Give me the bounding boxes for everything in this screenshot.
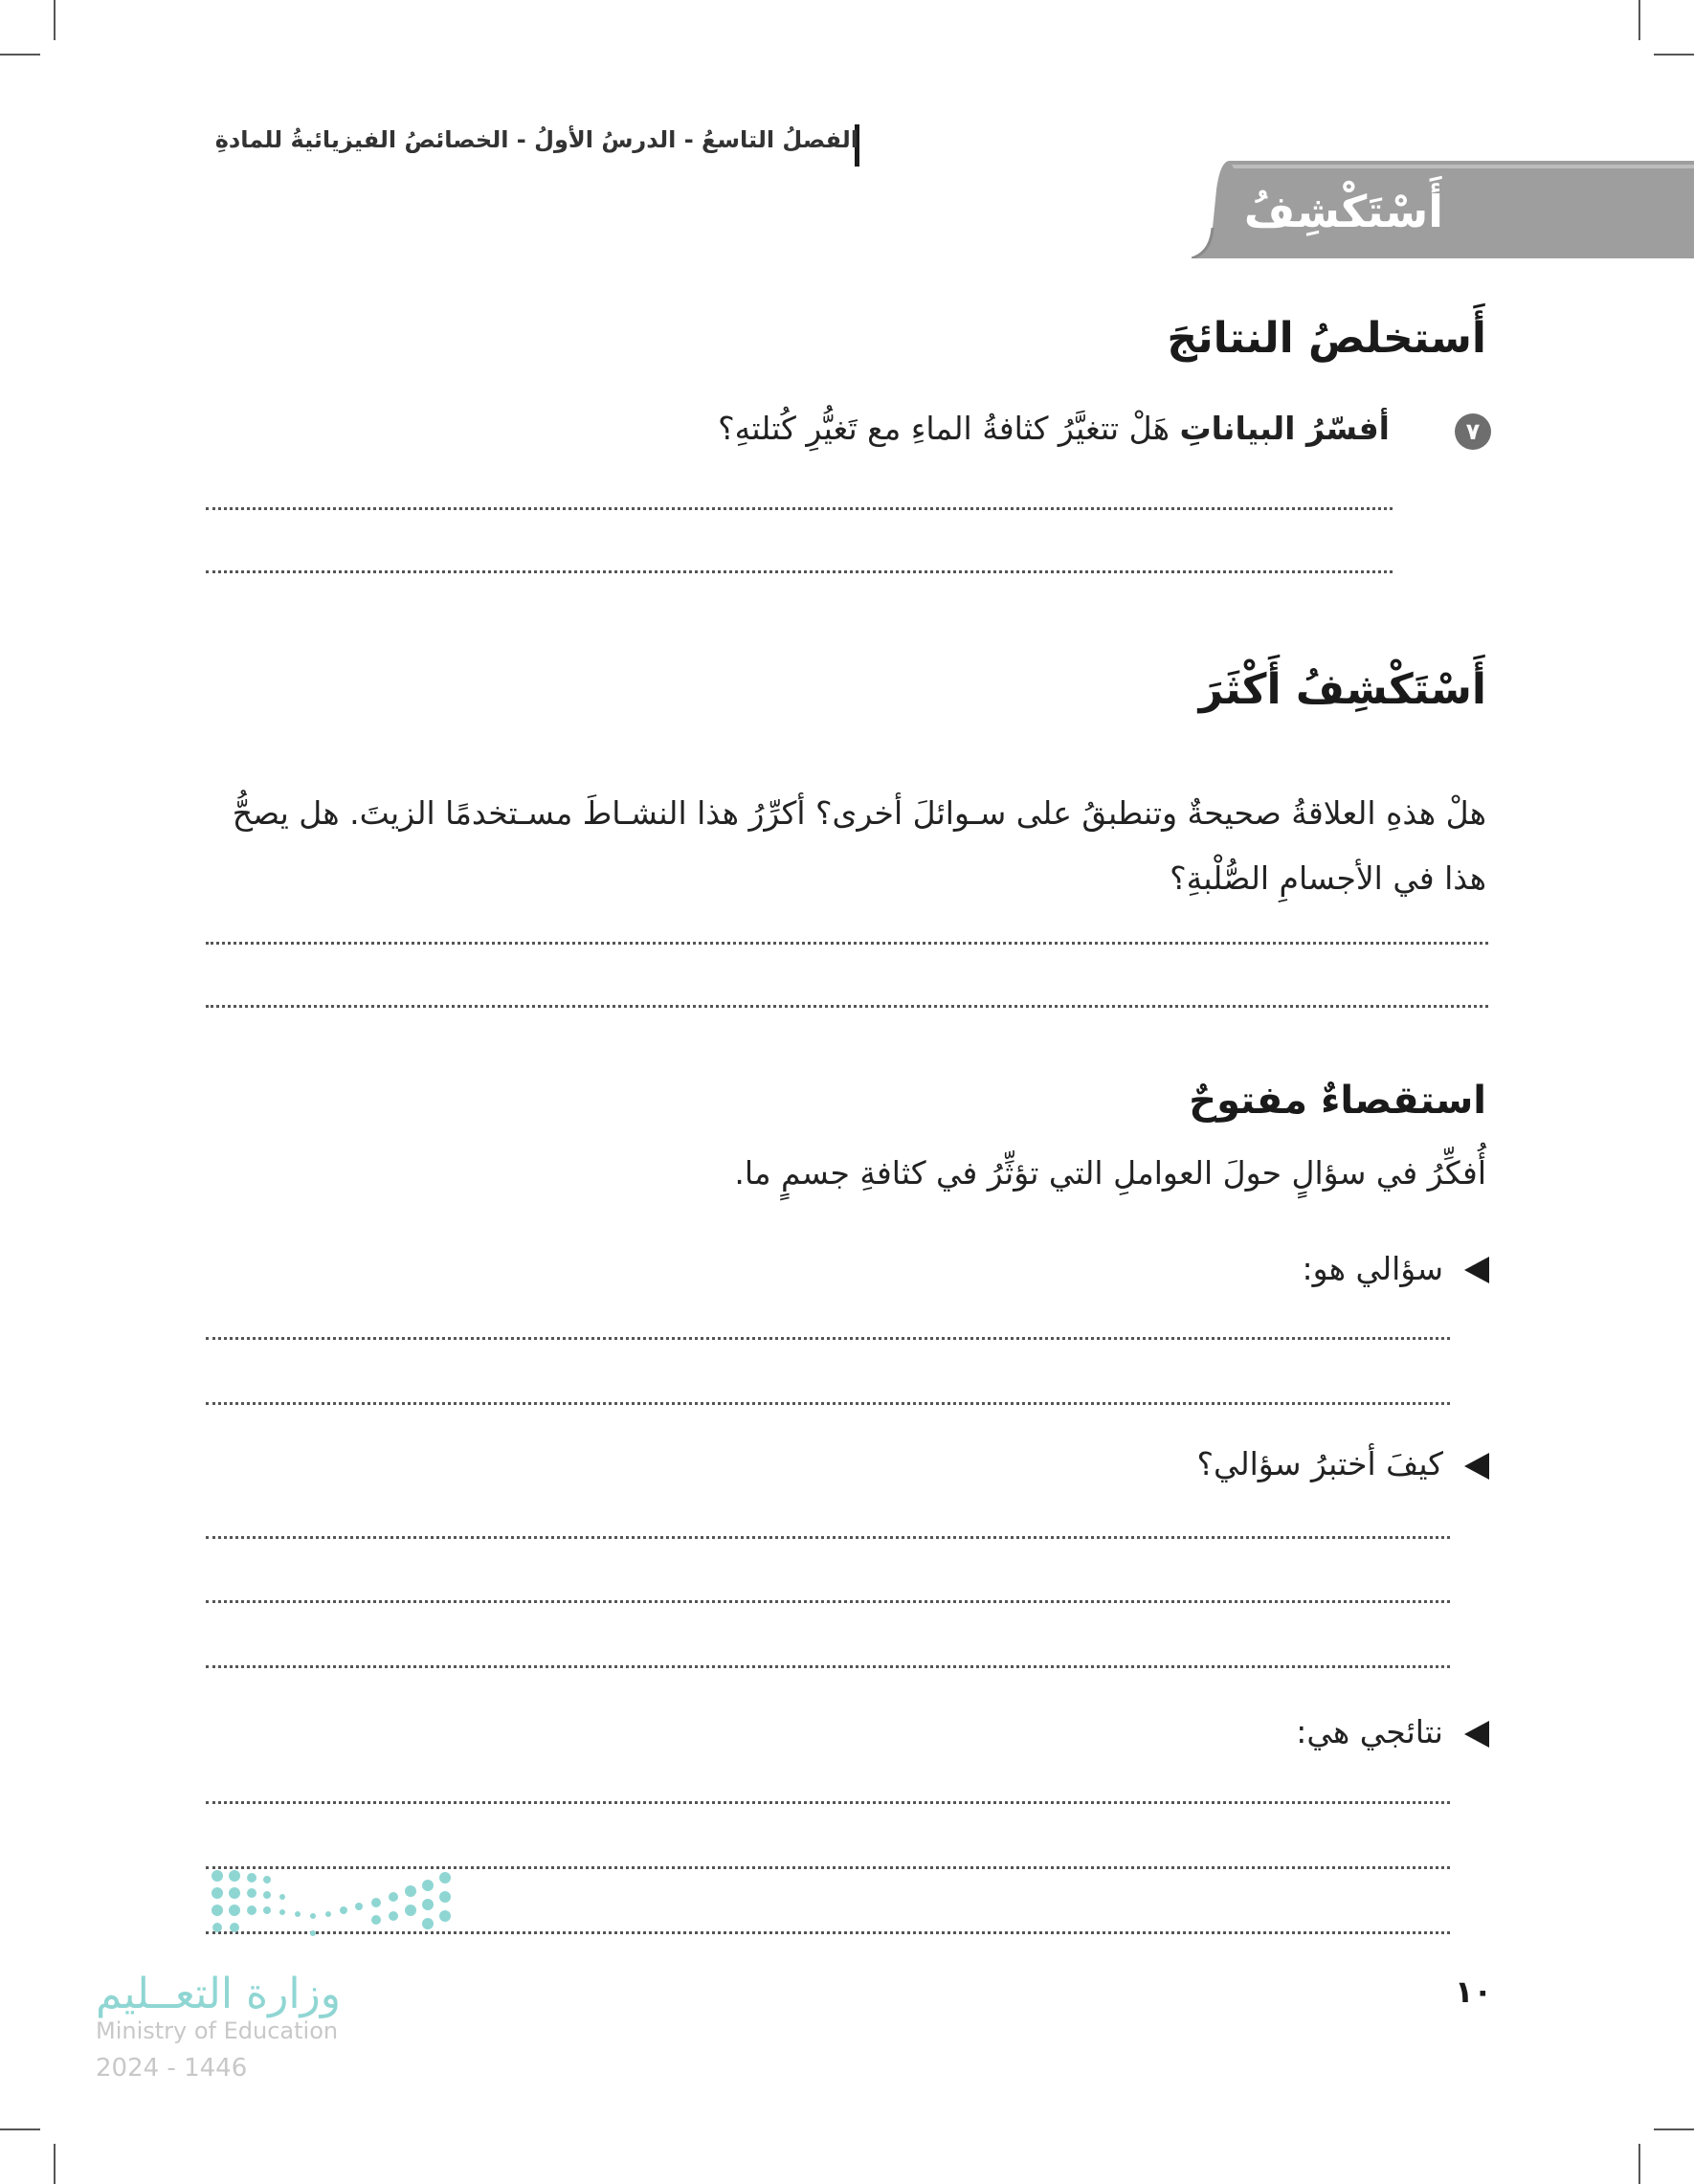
question-7-text: هَلْ تتغيَّرُ كثافةُ الماءِ مع تَغيُّرِ كُتلتهِ؟ [718,410,1180,447]
prompt-question: سؤالي هو: [1302,1250,1443,1287]
bullet-arrow-icon [1464,1721,1489,1748]
answer-line[interactable] [206,1005,1488,1008]
question-7 [718,410,1390,447]
answer-line[interactable] [206,942,1488,945]
item-number-badge: ٧ [1455,413,1491,450]
bullet-arrow-icon [1464,1257,1489,1283]
crop-mark [1654,2128,1694,2130]
crop-mark [54,0,56,40]
answer-line[interactable] [206,1536,1450,1539]
answer-line[interactable] [206,507,1393,510]
answer-line[interactable] [206,570,1393,573]
page-number: ١٠ [1455,1973,1493,2010]
answer-line[interactable] [206,1665,1450,1668]
section-tab-label: أَسْتَكْشِفُ [1243,186,1443,237]
question-7-bold: أفسّرُ البياناتِ [1179,410,1390,447]
section-title-explore-more: أَسْتَكْشِفُ أَكْثَرَ [1198,665,1486,714]
section-title-open-inquiry: استقصاءٌ مفتوحٌ [1189,1079,1486,1123]
bullet-arrow-icon [1464,1453,1489,1480]
answer-line[interactable] [206,1801,1450,1804]
explore-more-paragraph: هلْ هذهِ العلاقةُ صحيحةٌ وتنطبقُ على سـوائلَ أخرى؟ أكرِّرُ هذا النشـاطَ مسـتخدمًا الزيتَ. هل يصحُّ هذا في الأجسامِ الصُّلْبةِ؟ [232,794,1486,897]
crop-mark [54,2144,56,2184]
ministry-logo-dots-icon [206,1866,455,1943]
crop-mark [1638,0,1640,40]
crop-mark [0,2128,40,2130]
answer-line[interactable] [206,1402,1450,1405]
crop-mark [1638,2144,1640,2184]
breadcrumb: الفصلُ التاسعُ - الدرسُ الأولُ - الخصائصُ الفيزيائيةُ للمادةِ [214,126,858,153]
crop-mark [0,54,40,56]
prompt-test: كيفَ أختبرُ سؤالي؟ [1196,1445,1443,1482]
ministry-name-english: Ministry of Education [96,2017,339,2044]
answer-line[interactable] [206,1337,1450,1340]
section-title-conclude: أَستخلصُ النتائجَ [1167,314,1486,363]
crop-mark [1654,54,1694,56]
answer-line[interactable] [206,1600,1450,1603]
edition-year: 2024 - 1446 [96,2054,248,2083]
ministry-name-arabic: وزارة التعــليم [96,1970,342,2018]
inquiry-intro: أُفكِّرُ في سؤالٍ حولَ العواملِ التي تؤثِّرُ في كثافةِ جسمٍ ما. [734,1154,1486,1192]
prompt-results: نتائجي هي: [1296,1713,1443,1750]
